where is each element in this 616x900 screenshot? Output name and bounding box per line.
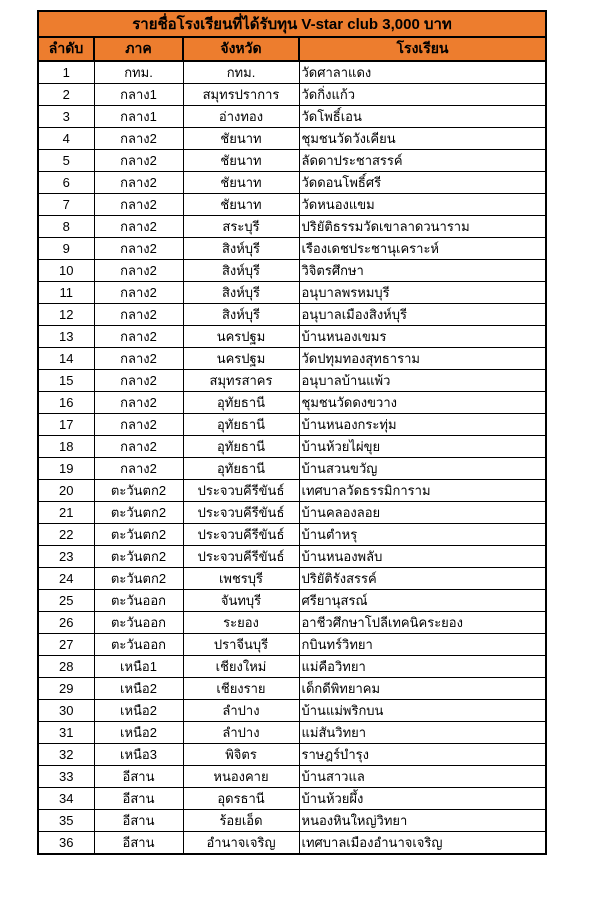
cell-province: ร้อยเอ็ด [183,810,299,832]
cell-school: บ้านหนองเขมร [299,326,546,348]
cell-province: เชียงใหม่ [183,656,299,678]
cell-school: กบินทร์วิทยา [299,634,546,656]
cell-province: จันทบุรี [183,590,299,612]
cell-province: ชัยนาท [183,172,299,194]
cell-province: ลำปาง [183,722,299,744]
cell-province: สระบุรี [183,216,299,238]
table-row [38,766,546,788]
cell-school: อนุบาลบ้านแพ้ว [299,370,546,392]
cell-school: เทศบาลเมืองอำนาจเจริญ [299,832,546,855]
cell-school: บ้านห้วยไผ่ขุย [299,436,546,458]
cell-region: เหนือ2 [94,700,183,722]
cell-region: อีสาน [94,788,183,810]
table-row [38,106,546,128]
cell-province: สิงห์บุรี [183,304,299,326]
cell-region: กลาง1 [94,106,183,128]
cell-index: 3 [38,106,94,128]
cell-province: ประจวบคีรีขันธ์ [183,546,299,568]
cell-province: ชัยนาท [183,128,299,150]
table-row [38,678,546,700]
cell-region: เหนือ3 [94,744,183,766]
cell-province: อุทัยธานี [183,458,299,480]
cell-region: กลาง2 [94,370,183,392]
cell-school: ชุมชนวัดดงขวาง [299,392,546,414]
cell-index: 9 [38,238,94,260]
cell-region: กลาง2 [94,392,183,414]
cell-region: เหนือ2 [94,722,183,744]
table-row [38,546,546,568]
cell-school: บ้านตำหรุ [299,524,546,546]
cell-region: กทม. [94,61,183,84]
cell-region: กลาง2 [94,304,183,326]
table-row [38,744,546,766]
column-header-school: โรงเรียน [299,37,546,61]
cell-index: 10 [38,260,94,282]
table-title: รายชื่อโรงเรียนที่ได้รับทุน V-star club 3,000 บาท [38,11,546,37]
cell-school: บ้านแม่พริกบน [299,700,546,722]
cell-index: 31 [38,722,94,744]
cell-index: 14 [38,348,94,370]
cell-index: 21 [38,502,94,524]
cell-school: หนองหินใหญ่วิทยา [299,810,546,832]
cell-school: อนุบาลพรหมบุรี [299,282,546,304]
cell-school: ปริยัติรังสรรค์ [299,568,546,590]
table-row [38,172,546,194]
cell-school: วัดดอนโพธิ์ศรี [299,172,546,194]
cell-province: สิงห์บุรี [183,238,299,260]
cell-region: กลาง2 [94,458,183,480]
cell-index: 20 [38,480,94,502]
column-header-province: จังหวัด [183,37,299,61]
table-row [38,832,546,855]
cell-region: ตะวันตก2 [94,480,183,502]
cell-index: 28 [38,656,94,678]
cell-region: กลาง1 [94,84,183,106]
cell-province: อุทัยธานี [183,436,299,458]
cell-index: 7 [38,194,94,216]
table-row [38,656,546,678]
cell-index: 30 [38,700,94,722]
cell-province: อุทัยธานี [183,392,299,414]
table-row [38,128,546,150]
table-row [38,61,546,84]
cell-index: 4 [38,128,94,150]
cell-school: บ้านสาวแล [299,766,546,788]
cell-region: กลาง2 [94,260,183,282]
cell-index: 8 [38,216,94,238]
table-row [38,348,546,370]
cell-school: เทศบาลวัดธรรมิการาม [299,480,546,502]
cell-region: กลาง2 [94,128,183,150]
cell-region: กลาง2 [94,326,183,348]
table-row [38,150,546,172]
table-row [38,612,546,634]
table-row [38,524,546,546]
cell-region: กลาง2 [94,172,183,194]
table-row [38,700,546,722]
cell-province: สิงห์บุรี [183,282,299,304]
table-title-row [38,11,546,37]
table-row [38,810,546,832]
cell-region: กลาง2 [94,216,183,238]
cell-school: ศรียานุสรณ์ [299,590,546,612]
cell-index: 16 [38,392,94,414]
cell-province: ระยอง [183,612,299,634]
cell-index: 12 [38,304,94,326]
cell-school: วัดโพธิ์เอน [299,106,546,128]
table-body [38,61,546,854]
table-row [38,216,546,238]
cell-province: นครปฐม [183,326,299,348]
table-row [38,722,546,744]
table-row [38,414,546,436]
table-row [38,458,546,480]
cell-region: กลาง2 [94,150,183,172]
cell-school: วัดศาลาแดง [299,61,546,84]
cell-school: บ้านสวนขวัญ [299,458,546,480]
cell-school: เรืองเดชประชานุเคราะห์ [299,238,546,260]
cell-region: อีสาน [94,832,183,855]
cell-region: กลาง2 [94,348,183,370]
table-row [38,370,546,392]
cell-province: กทม. [183,61,299,84]
cell-index: 26 [38,612,94,634]
table-row [38,788,546,810]
cell-index: 29 [38,678,94,700]
cell-index: 35 [38,810,94,832]
cell-province: ปราจีนบุรี [183,634,299,656]
scholarship-school-table [37,10,547,855]
cell-index: 36 [38,832,94,855]
cell-school: บ้านหนองพลับ [299,546,546,568]
cell-index: 1 [38,61,94,84]
table-row [38,238,546,260]
cell-school: เด็กดีพิทยาคม [299,678,546,700]
cell-school: ปริยัติธรรมวัดเขาลาดวนาราม [299,216,546,238]
cell-region: กลาง2 [94,282,183,304]
cell-index: 13 [38,326,94,348]
cell-province: อุทัยธานี [183,414,299,436]
cell-index: 32 [38,744,94,766]
table-row [38,194,546,216]
table-row [38,326,546,348]
cell-index: 25 [38,590,94,612]
table-row [38,436,546,458]
cell-region: ตะวันตก2 [94,546,183,568]
cell-region: เหนือ1 [94,656,183,678]
cell-school: ลัดดาประชาสรรค์ [299,150,546,172]
cell-school: วิจิตรศึกษา [299,260,546,282]
cell-school: แม่คือวิทยา [299,656,546,678]
cell-region: ตะวันตก2 [94,502,183,524]
cell-school: วัดกิ่งแก้ว [299,84,546,106]
cell-index: 11 [38,282,94,304]
table-row [38,282,546,304]
cell-province: อ่างทอง [183,106,299,128]
cell-index: 27 [38,634,94,656]
cell-index: 15 [38,370,94,392]
table-row [38,502,546,524]
cell-province: ประจวบคีรีขันธ์ [183,480,299,502]
cell-index: 22 [38,524,94,546]
cell-province: สมุทรสาคร [183,370,299,392]
cell-index: 19 [38,458,94,480]
cell-index: 34 [38,788,94,810]
table-row [38,634,546,656]
cell-region: กลาง2 [94,238,183,260]
cell-province: สิงห์บุรี [183,260,299,282]
cell-index: 17 [38,414,94,436]
cell-school: แม่สันวิทยา [299,722,546,744]
cell-index: 2 [38,84,94,106]
cell-province: สมุทรปราการ [183,84,299,106]
cell-region: เหนือ2 [94,678,183,700]
cell-province: เพชรบุรี [183,568,299,590]
table-row [38,304,546,326]
cell-index: 5 [38,150,94,172]
table-row [38,590,546,612]
cell-province: พิจิตร [183,744,299,766]
column-header-index: ลำดับ [38,37,94,61]
cell-school: บ้านห้วยผึ้ง [299,788,546,810]
cell-school: ชุมชนวัดวังเคียน [299,128,546,150]
cell-region: กลาง2 [94,194,183,216]
cell-school: วัดปทุมทองสุทธาราม [299,348,546,370]
cell-region: ตะวันตก2 [94,568,183,590]
cell-school: อาชีวศึกษาโปลีเทคนิคระยอง [299,612,546,634]
cell-school: บ้านหนองกระทุ่ม [299,414,546,436]
cell-region: ตะวันออก [94,634,183,656]
cell-index: 23 [38,546,94,568]
cell-region: ตะวันออก [94,612,183,634]
table-row [38,392,546,414]
cell-index: 18 [38,436,94,458]
table-row [38,260,546,282]
table-row [38,480,546,502]
table-row [38,568,546,590]
cell-school: ราษฎร์บำรุง [299,744,546,766]
cell-province: ลำปาง [183,700,299,722]
cell-province: ประจวบคีรีขันธ์ [183,502,299,524]
cell-region: อีสาน [94,810,183,832]
cell-province: อุดรธานี [183,788,299,810]
cell-region: ตะวันตก2 [94,524,183,546]
cell-region: ตะวันออก [94,590,183,612]
cell-school: อนุบาลเมืองสิงห์บุรี [299,304,546,326]
cell-school: วัดหนองแขม [299,194,546,216]
cell-province: เชียงราย [183,678,299,700]
cell-region: กลาง2 [94,436,183,458]
cell-province: นครปฐม [183,348,299,370]
cell-province: ชัยนาท [183,194,299,216]
cell-province: ประจวบคีรีขันธ์ [183,524,299,546]
cell-index: 6 [38,172,94,194]
table-header-row [38,37,546,61]
table-row [38,84,546,106]
cell-province: ชัยนาท [183,150,299,172]
column-header-region: ภาค [94,37,183,61]
cell-region: อีสาน [94,766,183,788]
cell-province: หนองคาย [183,766,299,788]
cell-province: อำนาจเจริญ [183,832,299,855]
cell-index: 24 [38,568,94,590]
cell-region: กลาง2 [94,414,183,436]
cell-index: 33 [38,766,94,788]
cell-school: บ้านคลองลอย [299,502,546,524]
